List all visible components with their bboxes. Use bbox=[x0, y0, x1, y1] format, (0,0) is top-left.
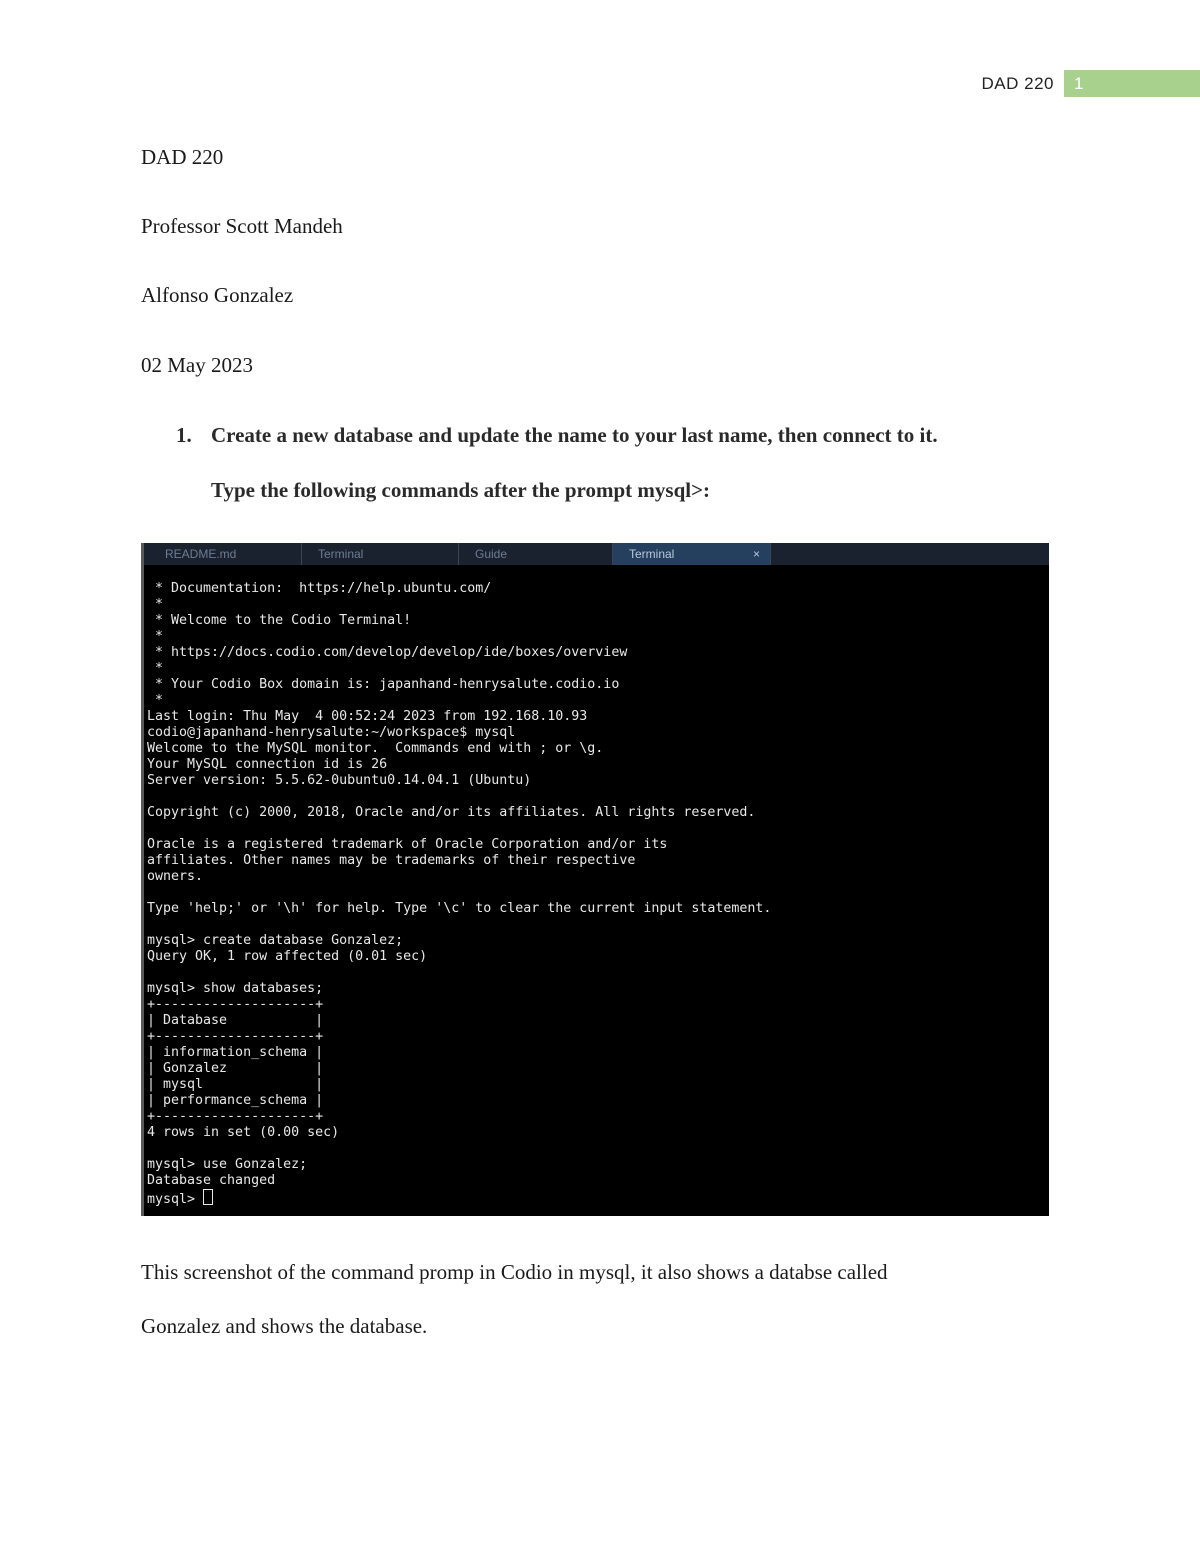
close-icon[interactable]: × bbox=[752, 547, 760, 561]
terminal-line: owners. bbox=[147, 869, 204, 884]
list-number: 1. bbox=[176, 423, 192, 447]
terminal-line: | mysql | bbox=[147, 1077, 324, 1092]
tab-terminal-1[interactable] bbox=[302, 543, 459, 565]
terminal-line bbox=[147, 1141, 1045, 1157]
terminal-line: +--------------------+ bbox=[147, 1109, 324, 1124]
date-line: 02 May 2023 bbox=[141, 353, 253, 377]
professor-line: Professor Scott Mandeh bbox=[141, 214, 343, 238]
terminal-line: * bbox=[147, 693, 164, 708]
terminal-cursor bbox=[203, 1189, 213, 1205]
terminal-line: mysql> create database Gonzalez; bbox=[147, 933, 404, 948]
terminal-line: * Welcome to the Codio Terminal! bbox=[147, 613, 412, 628]
caption-line-2: Gonzalez and shows the database. bbox=[141, 1314, 428, 1338]
tab-label: Guide bbox=[475, 547, 508, 561]
terminal-line: Database changed bbox=[147, 1173, 276, 1188]
terminal-line: affiliates. Other names may be trademarks of their respective bbox=[147, 853, 636, 868]
terminal-line: * https://docs.codio.com/develop/develop/ide/boxes/overview bbox=[147, 645, 628, 660]
student-line: Alfonso Gonzalez bbox=[141, 283, 294, 307]
terminal-line: codio@japanhand-henrysalute:~/workspace$ mysql bbox=[147, 725, 516, 740]
terminal-line: * bbox=[147, 661, 164, 676]
terminal-tab-bar bbox=[144, 543, 1049, 565]
terminal-line: Last login: Thu May 4 00:52:24 2023 from 192.168.10.93 bbox=[147, 709, 588, 724]
terminal-output bbox=[147, 581, 1045, 1205]
terminal-line: | performance_schema | bbox=[147, 1093, 324, 1108]
terminal-line bbox=[147, 917, 1045, 933]
terminal-line: * Documentation: https://help.ubuntu.com/ bbox=[147, 581, 492, 596]
terminal-line: mysql> use Gonzalez; bbox=[147, 1157, 308, 1172]
tab-guide[interactable] bbox=[459, 543, 613, 565]
terminal-line: mysql> show databases; bbox=[147, 981, 324, 996]
terminal-line: * bbox=[147, 629, 164, 644]
terminal-line bbox=[147, 789, 1045, 805]
terminal-line bbox=[147, 965, 1045, 981]
page-number: 1 bbox=[1074, 74, 1084, 93]
terminal-line bbox=[147, 885, 1045, 901]
terminal-line: +--------------------+ bbox=[147, 997, 324, 1012]
terminal-line: 4 rows in set (0.00 sec) bbox=[147, 1125, 340, 1140]
terminal-line: Copyright (c) 2000, 2018, Oracle and/or its affiliates. All rights reserved. bbox=[147, 805, 756, 820]
terminal-line: Type 'help;' or '\h' for help. Type '\c' to clear the current input statement. bbox=[147, 901, 772, 916]
terminal-line: Oracle is a registered trademark of Oracle Corporation and/or its bbox=[147, 837, 668, 852]
terminal-line: mysql> bbox=[147, 1189, 1045, 1205]
terminal-line: Welcome to the MySQL monitor. Commands end with ; or \g. bbox=[147, 741, 604, 756]
terminal-line: | information_schema | bbox=[147, 1045, 324, 1060]
terminal-line: | Database | bbox=[147, 1013, 324, 1028]
page-number-box bbox=[1061, 70, 1200, 97]
terminal-line: * Your Codio Box domain is: japanhand-henrysalute.codio.io bbox=[147, 677, 620, 692]
terminal-line: Query OK, 1 row affected (0.01 sec) bbox=[147, 949, 428, 964]
running-header: DAD 220 bbox=[981, 74, 1054, 93]
terminal-line bbox=[147, 821, 1045, 837]
tab-label: README.md bbox=[165, 547, 237, 561]
tab-label: Terminal bbox=[629, 547, 675, 561]
course-line: DAD 220 bbox=[141, 145, 224, 169]
terminal-line: * bbox=[147, 597, 164, 612]
instruction-text: Create a new database and update the name to your last name, then connect to it. bbox=[211, 423, 938, 447]
terminal-line: Your MySQL connection id is 26 bbox=[147, 757, 388, 772]
instruction-step bbox=[176, 423, 938, 448]
tab-label: Terminal bbox=[318, 547, 364, 561]
tab-readme[interactable] bbox=[149, 543, 302, 565]
terminal-line: +--------------------+ bbox=[147, 1029, 324, 1044]
instruction-detail: Type the following commands after the prompt mysql>: bbox=[211, 478, 711, 502]
terminal-line: Server version: 5.5.62-0ubuntu0.14.04.1 (Ubuntu) bbox=[147, 773, 532, 788]
terminal-line: | Gonzalez | bbox=[147, 1061, 324, 1076]
tab-terminal-active[interactable] bbox=[613, 543, 771, 565]
caption-line-1: This screenshot of the command promp in Codio in mysql, it also shows a databse called bbox=[141, 1260, 888, 1284]
terminal-screenshot bbox=[141, 543, 1049, 1216]
